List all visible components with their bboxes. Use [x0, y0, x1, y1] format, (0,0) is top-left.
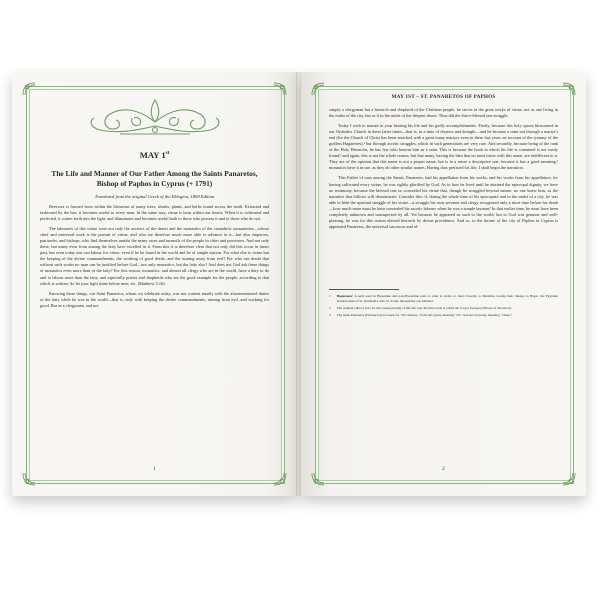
footnote-rule: [329, 289, 399, 290]
open-book: [12, 72, 590, 496]
footnote: 1 Hagarenes: A term used in Byzantine and post-Byzantine texts to refer to Arabs or, more broadly, to Muslims, tracing their lineage to Hagar, the Egyptian bondswoman of St. Abraham's wife St. Sarah, through her son Ishmael.: [329, 293, 558, 303]
left-page: [12, 72, 297, 496]
body-paragraph: simply a clergyman but a hierarch and shepherd of the Christian people, he strove in the great works of virtue, not as one living in the midst of the city, but as if in the midst of the deepest desert. Thus did the thrice-blessed one struggle.: [329, 107, 558, 119]
right-page-content: [329, 94, 558, 320]
chapter-title: The Life and Manner of Our Father Among the Saints Panaretos, Bishop of Paphos in Cyprus (+ 1791): [51, 169, 258, 188]
page-number: 2: [442, 467, 445, 472]
date-heading: MAY 1st: [139, 150, 170, 160]
body-paragraph: The labourers of this virtue were not only the ascetics of the desert and the monastics of the coenobitic monasteries—whose chief and universal work is the pursuit of virtue, and who are therefore much more able to advance in it—but also emperors, patriarchs, and bishops, who find themselves amidst the many cares and turmoils of the people in cities and provinces. And not only these, but many even from among the laity have excelled in it. From this it is therefore clear that not only did this occur in times past, but even today one can labour for virtue, even if he be found in the world and be of simple station. For what else is virtue but the keeping of the divine commandments, the working of good deeds, and the turning away from evil? For who can doubt that without such works no man can be justified before God—not only monastics, but the laity also? And does not God ask these things of monastics even more than of the laity? For this reason, monastics, and almost all clergy who are in the world, have a duty to do and to labour more than the laity, and especially priests and shepherds who are the good example for the people, according to that which is written: So let your light shine before men, etc. (Matthew 5:16).: [40, 226, 269, 286]
page-number: 1: [153, 467, 156, 472]
corner-ornament-icon: [21, 81, 37, 97]
right-page: [301, 72, 586, 496]
corner-ornament-icon: [310, 81, 326, 97]
corner-ornament-icon: [561, 81, 577, 97]
footnote: 3 The name Panaretos (Πανάρετος) is Greek for "all-virtuous," from πᾶν (pan), meaning "all," and ἀρετή (arete), meaning "virtue.": [329, 312, 513, 317]
translation-note: Translated from the original Greek of the Eklogion, 1869 Edition: [94, 194, 215, 199]
running-head: MAY 1ST – ST. PANARETOS OF PAPHOS: [391, 94, 496, 100]
corner-ornament-icon: [272, 471, 288, 487]
left-page-content: [40, 96, 269, 309]
corner-ornament-icon: [561, 471, 577, 487]
corner-ornament-icon: [21, 471, 37, 487]
headpiece-ornament-icon: [80, 96, 230, 140]
body-paragraph: Today I wish to narrate to your hearing his life and his godly accomplishments. Firstly, because this holy sprout blossomed in our Orthodox Church in these latter times—that is, in a time of dryness and drought—and he became a saint not through a martyr's end (for the Church of Christ has been enriched with a great many martyrs even in these last years on account of the tyranny of the godless Hagarenes),¹ but through ascetic struggles, which in such generations are very rare. And secondly, because being of the rank of the Holy Hierarchs, he has few who honour him as a saint. This is because the book in which his life is contained is not easily found,² and again, this is not the whole reason, but that many, having the idea that no saint exists with this name, are indifferent to it. They are of the opinion that this name is not a proper name, but is in a sense a descriptive one, because it has a good meaning,³ monastics have it in use, as they do other similar names. Having thus prefaced his life, I shall begin the narration.: [329, 123, 558, 171]
corner-ornament-icon: [310, 471, 326, 487]
body-paragraph: Beeswax is formed from within the blossoms of many trees, shrubs, plants, and herbs found across the earth. Extracted and fashioned by the bee, it becomes useful to every man. In the same way, virtue is born within our hearts. When it is cultivated and perfected, it comes forth into the light, and illuminates and becomes useful both to those who possess it and to those who do not.: [40, 204, 269, 222]
body-paragraph: This Father of ours among the Saints, Panaretos, had his appellation from his works, and his works from his appellation, for having cultivated every virtue, he was rightly glorified by God. As to how he lived until he attained the episcopal dignity, we have no testimony, because the blessed one so concealed his virtue that, though he struggled beyond nature, no one knew him, as the narrative that follows will demonstrate. Consider this: if, during the whole time of his episcopate and in the midst of a city, he was able to hide the spiritual struggle of his virtue—a struggle his own servants and clergy recognized only a short time before his death—how much more must he have concealed his ascetic labours when he was a simple layman? In that earlier time, he must have been completely unknown and unsuspected by all. Yet because he appeared as such to the world, but to God was genuine and well-pleasing, he was for this reason elected hierarch by divine providence. And so, to the throne of the city of Paphos in Cyprus is appointed Panaretos, the universal successor and al-: [329, 175, 558, 229]
corner-ornament-icon: [272, 81, 288, 97]
body-paragraph: Knowing these things, our Saint Panaretos, whom we celebrate today, was not content merely with the aforementioned duties of the laity while he was in the world—that is, only with keeping the divine commandments, turning from evil, and working for good. But as a clergyman, and not: [40, 290, 269, 308]
footnote: 2 The original editor's note for the Greek printing of this life says that this book is called the Υλιγοι Σωτήρια (Haven of Salvation).: [329, 305, 512, 310]
